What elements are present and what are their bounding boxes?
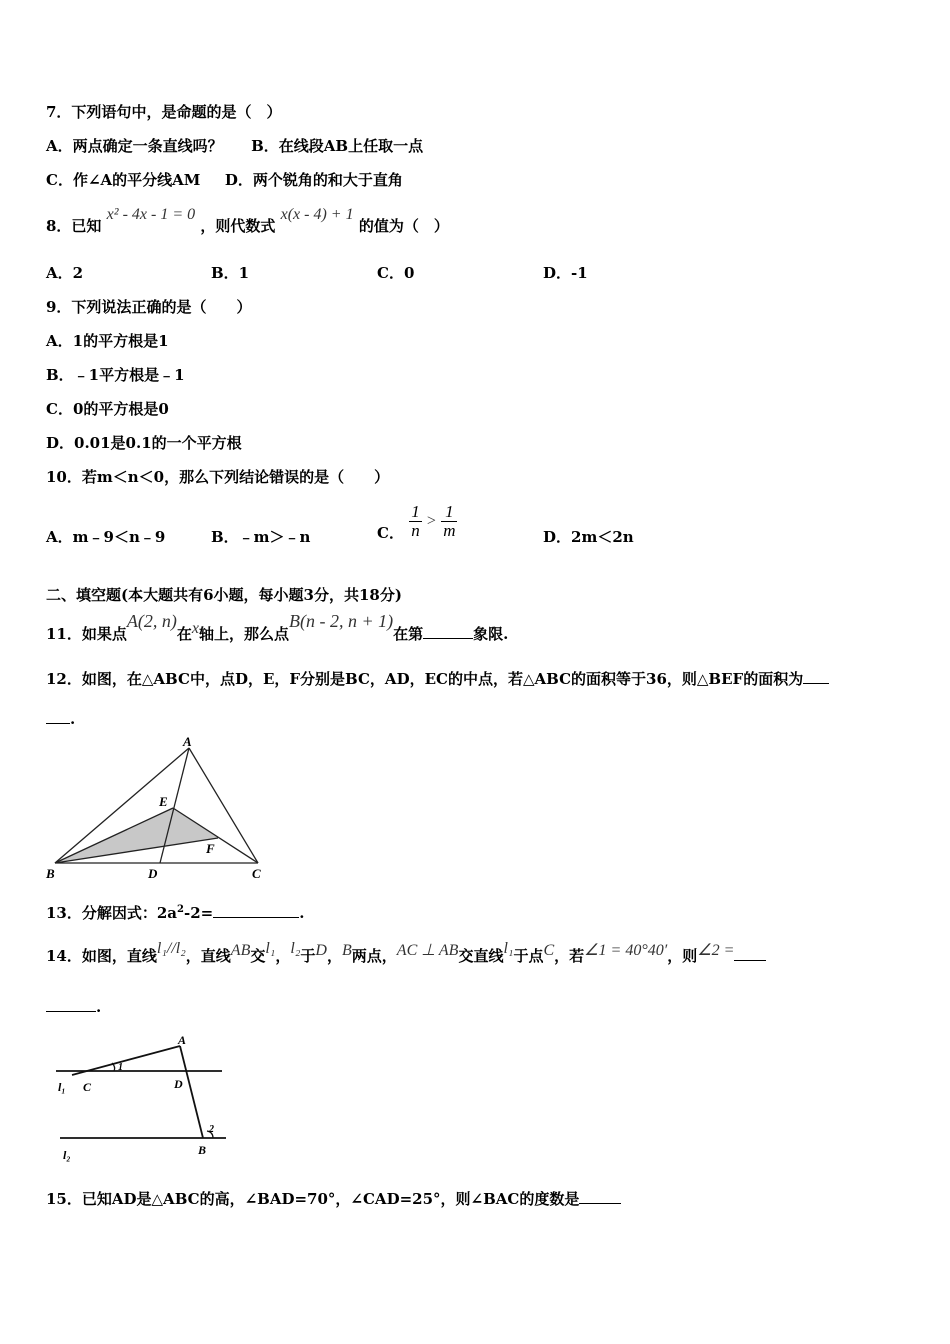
q14-math-8: l₁ <box>503 940 514 957</box>
side-ac <box>189 748 258 863</box>
q14-math-4: l₂ <box>290 940 301 957</box>
q11-text-3: 轴上，那么点 <box>198 625 289 643</box>
q8-option-a: A．2 <box>46 264 84 282</box>
label-d: D <box>174 1077 183 1091</box>
q14-text-5: 于 <box>300 947 316 965</box>
q13 <box>46 900 304 923</box>
label-b: B <box>46 866 55 881</box>
label-c: C <box>252 866 261 881</box>
q12-triangle-figure <box>40 732 280 884</box>
q14-text-3: 交 <box>250 947 266 965</box>
q7-option-c: C．作∠A的平分线AM <box>46 171 201 189</box>
q7-options-row1 <box>46 136 423 156</box>
q12-answer-blank-part1[interactable] <box>803 669 829 684</box>
q12-stem <box>46 669 829 689</box>
q12-text: 12．如图，在△ABC中，点D，E，F分别是BC，AD，EC的中点，若△ABC的面积等于36，则△BEF的面积为 <box>46 670 804 688</box>
q13-answer-blank[interactable] <box>213 903 299 918</box>
label-d: D <box>148 866 158 881</box>
q8-expression: x(x - 4) + 1 <box>280 206 354 223</box>
q7-option-d: D．两个锐角的和大于直角 <box>224 171 403 189</box>
q11-text-1: 11．如果点 <box>46 625 127 643</box>
q14-math-1: l₁//l₂ <box>156 940 186 957</box>
q12-end: . <box>70 710 76 728</box>
label-l1: l₁ <box>58 1080 66 1094</box>
q14-math-6: B <box>342 942 352 959</box>
q7-stem: 7．下列语句中，是命题的是（ ） <box>46 103 282 121</box>
q15 <box>46 1189 621 1209</box>
segment-ab <box>180 1046 203 1138</box>
q8-option-d: D．-1 <box>543 264 588 282</box>
q12-continuation <box>46 709 75 729</box>
q10-option-c-label: C． <box>377 523 404 542</box>
q14-text-4: ， <box>275 947 291 965</box>
label-c: C <box>83 1080 92 1094</box>
q8-prefix: 8．已知 <box>46 217 102 235</box>
shaded-triangle-bef <box>55 808 218 863</box>
q9-stem: 9．下列说法正确的是（ ） <box>46 298 252 316</box>
q14-math-3: l₁ <box>265 940 276 957</box>
section-2-title: 二、填空题(本大题共有6小题，每小题3分，共18分) <box>46 586 402 604</box>
q9-option-d: D．0.01是0.1的一个平方根 <box>46 434 242 452</box>
label-b: B <box>198 1143 207 1157</box>
q7-option-b: B．在线段AB上任取一点 <box>251 137 424 155</box>
q8-suffix: 的值为（ ） <box>358 217 449 235</box>
fraction-numerator: 1 <box>441 503 457 522</box>
q14-text-10: ，若 <box>554 947 585 965</box>
q14-text-9: 于点 <box>513 947 544 965</box>
q14-math-9: C <box>543 942 555 959</box>
q8-stem <box>46 206 449 237</box>
q11-text-5: 象限. <box>473 625 509 643</box>
q8-option-c: C．0 <box>377 264 415 282</box>
q10-option-c-fraction-1 <box>409 503 422 540</box>
q14-text-7: 两点， <box>351 947 397 965</box>
q11-text-4: 在第 <box>393 625 424 643</box>
q14-parallel-lines-figure <box>50 1028 235 1168</box>
q8-equation: x² - 4x - 1 = 0 <box>106 206 196 223</box>
q11-point-b: B(n - 2, n + 1) <box>289 611 394 631</box>
q7-option-a: A．两点确定一条直线吗？ <box>46 137 223 155</box>
q15-answer-blank[interactable] <box>579 1189 621 1204</box>
fraction-numerator: 1 <box>411 502 420 521</box>
q14-text-11: ，则 <box>667 947 698 965</box>
greater-than-sign: > <box>426 512 436 530</box>
q13-exponent: 2 <box>177 904 184 915</box>
q14-text-2: ，直线 <box>185 947 231 965</box>
fraction-denominator: m <box>443 521 456 540</box>
label-a: A <box>183 734 192 749</box>
q10-option-a: A．m﹣9＜n﹣9 <box>46 528 166 546</box>
q14-text-8: 交直线 <box>458 947 504 965</box>
q11-text-2: 在 <box>176 625 192 643</box>
q11-point-a: A(2, n) <box>126 611 177 631</box>
q11-answer-blank[interactable] <box>423 624 473 639</box>
label-l2: l₂ <box>63 1148 71 1162</box>
label-angle-1: 1 <box>118 1062 123 1073</box>
q11-axis-x: x <box>191 620 199 637</box>
q14-text-1: 14．如图，直线 <box>46 947 157 965</box>
q13-end: . <box>299 904 305 922</box>
q10-option-b: B．﹣m＞﹣n <box>211 528 311 546</box>
q10-option-d: D．2m＜2n <box>543 528 634 546</box>
q14-math-7: AC ⊥ AB <box>396 942 459 959</box>
q14-math-5: D <box>315 942 327 959</box>
q13-rest: -2= <box>184 904 214 922</box>
label-f: F <box>206 841 215 856</box>
q14-stem <box>46 940 766 967</box>
q9-option-b: B．﹣1平方根是﹣1 <box>46 366 185 384</box>
q14-continuation <box>46 997 101 1017</box>
q10-option-c-fraction-2 <box>441 503 457 540</box>
q14-end: . <box>96 998 102 1016</box>
label-angle-2: 2 <box>209 1124 214 1135</box>
q13-text: 13．分解因式：2a <box>46 904 178 922</box>
q9-option-c: C．0的平方根是0 <box>46 400 169 418</box>
fraction-denominator: n <box>411 521 420 540</box>
q11 <box>46 611 509 645</box>
q15-text: 15．已知AD是△ABC的高，∠BAD=70°，∠CAD=25°，则∠BAC的度数是 <box>46 1190 580 1208</box>
q9-option-a: A．1的平方根是1 <box>46 332 169 350</box>
q7-options-row2 <box>46 170 403 190</box>
q14-answer-blank-part1[interactable] <box>734 946 766 961</box>
q10-stem: 10．若m＜n＜0，那么下列结论错误的是（ ） <box>46 468 390 486</box>
q12-answer-blank-part2[interactable] <box>46 709 70 724</box>
q10-option-c <box>377 503 457 540</box>
q14-answer-blank-part2[interactable] <box>46 997 96 1012</box>
q14-math-11: ∠2 = <box>697 942 735 959</box>
q14-math-10: ∠1 = 40°40′ <box>584 942 668 959</box>
label-e: E <box>159 794 168 809</box>
q14-math-2: AB <box>230 942 251 959</box>
q8-option-b: B．1 <box>211 264 250 282</box>
q8-mid: ，则代数式 <box>200 217 276 235</box>
label-a: A <box>178 1033 187 1047</box>
q14-text-6: ， <box>326 947 342 965</box>
